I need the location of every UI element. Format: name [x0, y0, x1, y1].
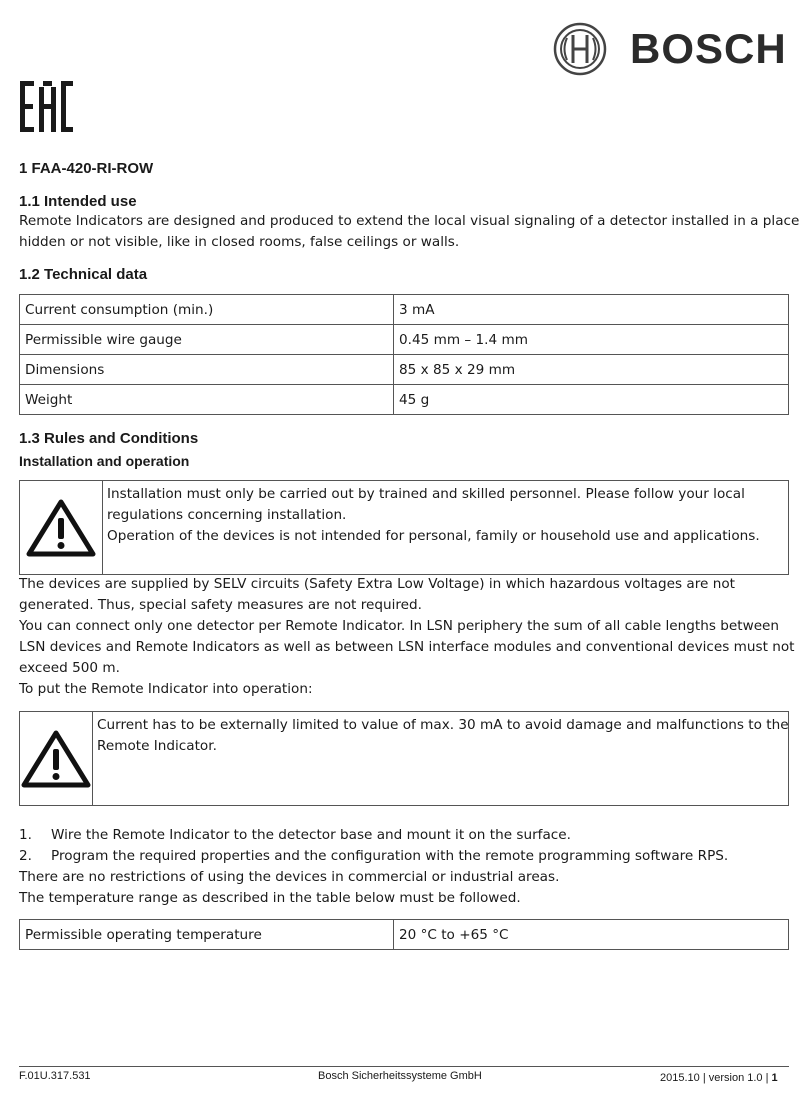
technical-data-table	[19, 294, 789, 415]
list-item	[19, 846, 728, 867]
closing-line: There are no restrictions of using the devices in commercial or industrial areas.	[19, 869, 560, 885]
paragraph-line: The devices are supplied by SELV circuits (Safety Extra Low Voltage) in which hazardous voltages are not	[19, 576, 735, 592]
table-row	[20, 355, 789, 385]
technical-data-heading: 1.2 Technical data	[19, 266, 148, 283]
table-row	[20, 295, 789, 325]
intended-use-line: Remote Indicators are designed and produced to extend the local visual signaling of a detector installed in a place	[19, 213, 800, 229]
footer-divider	[19, 1066, 789, 1067]
table-cell-label: Weight	[20, 385, 394, 415]
intended-use-line: hidden or not visible, like in closed rooms, false ceilings or walls.	[19, 234, 460, 250]
paragraph-line: exceed 500 m.	[19, 660, 120, 676]
table-row	[20, 385, 789, 415]
warning-icon-cell	[20, 481, 103, 574]
table-cell-label: Current consumption (min.)	[20, 295, 394, 325]
step-number: 2.	[19, 848, 32, 864]
document-title: 1 FAA-420-RI-ROW	[19, 160, 154, 177]
table-row	[20, 325, 789, 355]
table-cell-value: 3 mA	[394, 295, 789, 325]
temperature-table	[19, 919, 789, 950]
rules-heading: 1.3 Rules and Conditions	[19, 430, 199, 447]
step-text: Program the required properties and the configuration with the remote programming software RPS.	[51, 848, 729, 864]
warning-triangle-icon	[20, 728, 92, 790]
step-number: 1.	[19, 827, 32, 843]
table-cell-value: 45 g	[394, 385, 789, 415]
footer-doc-number: F.01U.317.531	[19, 1070, 91, 1082]
footer-company: Bosch Sicherheitssysteme GmbH	[318, 1070, 482, 1082]
warning-line: Operation of the devices is not intended for personal, family or household use and applications.	[107, 528, 760, 544]
paragraph-line: You can connect only one detector per Remote Indicator. In LSN periphery the sum of all cable lengths between	[19, 618, 780, 634]
step-text: Wire the Remote Indicator to the detector base and mount it on the surface.	[51, 827, 571, 843]
paragraph-line: generated. Thus, special safety measures are not required.	[19, 597, 422, 613]
warning-line: Current has to be externally limited to value of max. 30 mA to avoid damage and malfunctions to the	[97, 717, 789, 733]
eac-certification-mark-icon	[19, 80, 74, 133]
warning-icon-cell	[20, 712, 93, 805]
list-item	[19, 825, 728, 846]
warning-text	[103, 481, 760, 574]
intended-use-heading: 1.1 Intended use	[19, 193, 137, 210]
warning-triangle-icon	[25, 497, 97, 559]
warning-line: regulations concerning installation.	[107, 507, 347, 523]
paragraph-line: LSN devices and Remote Indicators as well as between LSN interface modules and conventional devices must not	[19, 639, 795, 655]
table-row	[20, 920, 789, 950]
table-cell-label: Permissible operating temperature	[20, 920, 394, 950]
installation-subheading: Installation and operation	[19, 453, 190, 469]
intended-use-text	[19, 211, 799, 253]
warning-line: Installation must only be carried out by trained and skilled personnel. Please follow your local	[107, 486, 745, 502]
warning-box-current-limit	[19, 711, 789, 806]
footer-page-number: 1	[771, 1072, 778, 1084]
table-cell-value: 0.45 mm – 1.4 mm	[394, 325, 789, 355]
table-cell-label: Permissible wire gauge	[20, 325, 394, 355]
warning-box-installation	[19, 480, 789, 575]
table-cell-label: Dimensions	[20, 355, 394, 385]
footer-version	[660, 1072, 778, 1084]
table-cell-value: 20 °C to +65 °C	[394, 920, 789, 950]
warning-text	[93, 712, 789, 805]
closing-line: The temperature range as described in the table below must be followed.	[19, 890, 521, 906]
warning-line: Remote Indicator.	[97, 738, 217, 754]
table-cell-value: 85 x 85 x 29 mm	[394, 355, 789, 385]
footer-version-text: 2015.10 | version 1.0 |	[660, 1072, 769, 1084]
operation-steps	[19, 825, 728, 909]
bosch-armature-logo-icon	[553, 22, 607, 76]
paragraph-line: To put the Remote Indicator into operation:	[19, 681, 313, 697]
safety-paragraph	[19, 574, 795, 700]
bosch-wordmark: BOSCH	[630, 25, 787, 72]
